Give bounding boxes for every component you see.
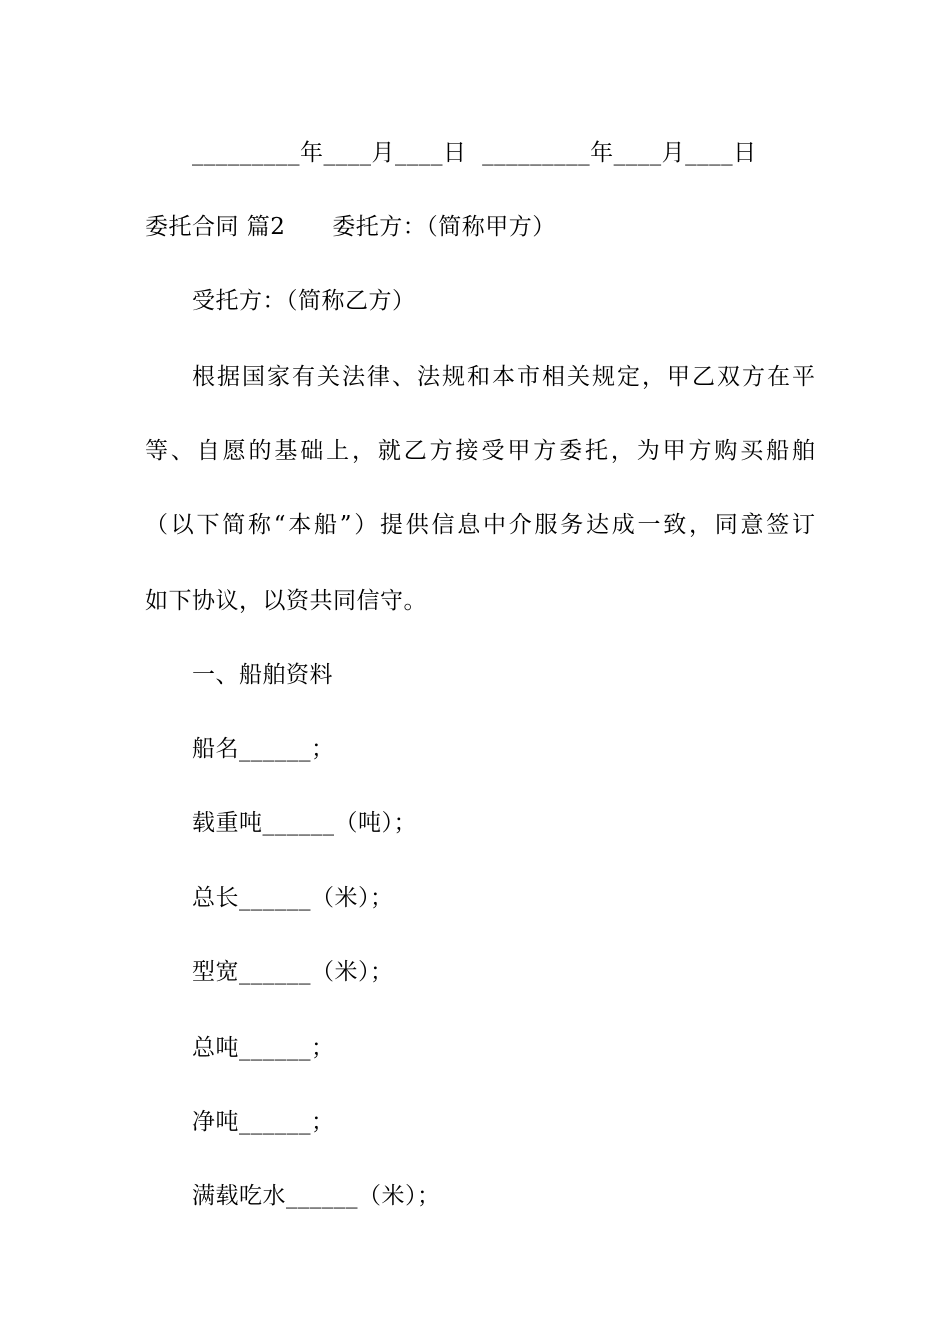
- contract-heading-line: 委托合同 篇2 委托方：（简称甲方）: [145, 214, 556, 240]
- paragraph-line-4: 如下协议，以资共同信守。: [145, 588, 427, 614]
- field-overall-length: 总长______（米）；: [192, 885, 394, 911]
- field-moulded-breadth: 型宽______（米）；: [192, 959, 394, 985]
- paragraph-line-2: 等、自愿的基础上，就乙方接受甲方委托，为甲方购买船舶: [145, 438, 815, 464]
- field-gross-tonnage: 总吨______；: [192, 1035, 335, 1061]
- section-title: 一、船舶资料: [192, 662, 333, 688]
- trustee-line: 受托方：（简称乙方）: [192, 288, 416, 314]
- signature-date-line: _________年____月____日 _________年____月____日: [192, 140, 757, 166]
- field-deadweight: 载重吨______（吨）；: [192, 810, 417, 836]
- field-full-load-draft: 满载吃水______（米）；: [192, 1183, 441, 1209]
- field-net-tonnage: 净吨______；: [192, 1109, 335, 1135]
- field-ship-name: 船名______；: [192, 736, 335, 762]
- intro-paragraph-cont-2: [145, 510, 815, 540]
- intro-paragraph: [145, 362, 815, 392]
- intro-paragraph-cont-1: [145, 436, 815, 466]
- paragraph-line-3: （以下简称“本船”）提供信息中介服务达成一致，同意签订: [145, 512, 815, 538]
- paragraph-line-1: 根据国家有关法律、法规和本市相关规定，甲乙双方在平: [192, 364, 815, 390]
